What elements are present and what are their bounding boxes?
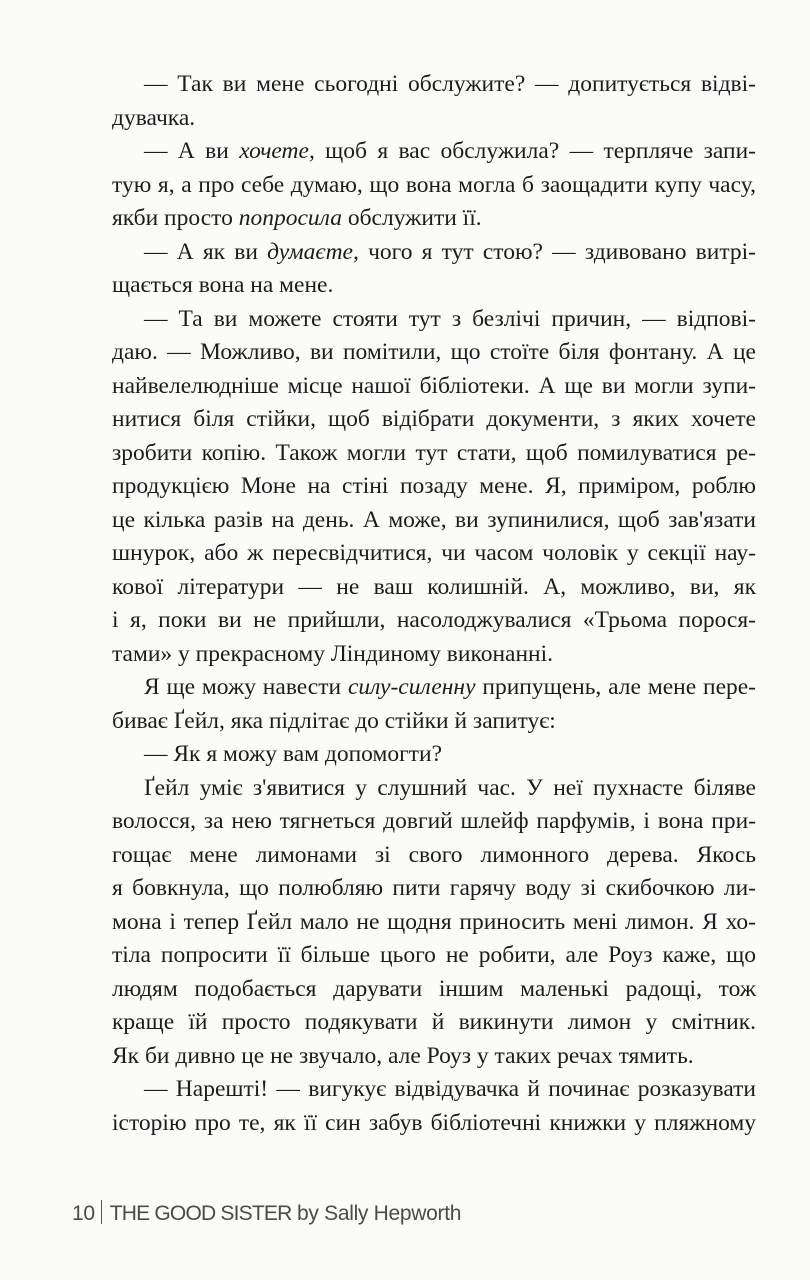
text-line (112, 236, 756, 270)
text-segment: щається вона на мене. (112, 272, 334, 298)
text-line (112, 738, 756, 772)
text-segment: продукцією Моне на стіні позаду мене. Я, приміром, роблю (112, 473, 756, 499)
text-line (112, 638, 756, 672)
text-line (112, 470, 756, 504)
text-segment: — А ви (144, 138, 240, 164)
text-line (112, 403, 756, 437)
text-line (112, 537, 756, 571)
text-line (112, 336, 756, 370)
text-segment: — Нарешті! — вигукує відвідувачка й починає розказувати (144, 1076, 756, 1102)
text-segment: — Та ви можете стояти тут з безлічі причин, — відпові- (144, 305, 756, 332)
text-line (112, 1107, 756, 1141)
text-line (112, 604, 756, 638)
text-line (112, 973, 756, 1007)
text-segment: найвелелюдніше місце нашої бібліотеки. А ще ви могли зупи- (112, 372, 756, 399)
book-title: THE GOOD SISTER (109, 1202, 292, 1225)
text-line (112, 939, 756, 973)
text-segment: нитися біля стійки, щоб відібрати документи, з яких хочете (112, 406, 756, 432)
text-line (112, 370, 756, 404)
text-segment: волосся, за нею тягнеться довгий шлейф парфумів, і вона при- (112, 808, 756, 834)
text-segment: це кілька разів на день. А може, ви зупинилися, щоб зав'язати (112, 506, 756, 533)
text-line (112, 872, 756, 906)
text-segment: — Так ви мене сьогодні обслужите? — допитується відві- (144, 71, 756, 97)
text-line (112, 437, 756, 471)
text-segment: дувачка. (112, 104, 196, 131)
text-line (112, 671, 756, 705)
text-line (112, 135, 756, 169)
text-segment: Ґейл уміє з'явитися у слушний час. У неї пухнасте біляве (144, 774, 756, 801)
text-segment: обслужити її. (341, 205, 482, 231)
text-line (112, 839, 756, 873)
text-line (112, 906, 756, 940)
italic-text: силу-силенну (347, 674, 476, 700)
text-line (112, 1073, 756, 1107)
byline: by Sally Hepworth (297, 1202, 462, 1225)
page-footer (72, 1200, 461, 1226)
text-line (112, 571, 756, 605)
text-line (112, 705, 756, 739)
text-segment: історію про те, як її син забув бібліотечні книжки у пляжному (112, 1109, 756, 1136)
text-segment: тами» у прекрасному Ліндиному виконанні. (112, 640, 554, 667)
text-line (112, 102, 756, 136)
italic-text: попросила (238, 205, 342, 231)
text-line (112, 303, 756, 337)
text-segment: Як би дивно це не звучало, але Роуз у таких речах тямить. (112, 1042, 694, 1069)
text-segment: щоб я вас обслужила? — терпляче запи- (314, 138, 756, 164)
italic-text: думаєте, (267, 238, 359, 265)
page-number: 10 (72, 1202, 95, 1225)
text-line (112, 504, 756, 538)
text-line (112, 1006, 756, 1040)
text-line (112, 202, 756, 236)
text-segment: тую я, а про себе думаю, що вона могла б заощадити купу часу, (112, 171, 756, 198)
text-line (112, 68, 756, 102)
text-segment: зробити копію. Також могли тут стати, щоб помилуватися ре- (112, 439, 756, 466)
text-segment: краще їй просто подякувати й викинути лимон у смітник. (112, 1009, 756, 1035)
text-segment: припущень, але мене пере- (475, 674, 756, 700)
text-segment: я бовкнула, що полюбляю пити гарячу воду зі скибочкою ли- (112, 875, 756, 901)
text-line (112, 772, 756, 806)
footer-divider (101, 1200, 102, 1224)
text-segment: і я, поки ви не прийшли, насолоджувалися «Трьома порося- (112, 607, 756, 633)
text-line (112, 1040, 756, 1074)
text-segment: — А як ви (144, 238, 268, 265)
text-segment: мона і тепер Ґейл мало не щодня приносить мені лимон. Я хо- (112, 908, 756, 935)
italic-text: хочете, (239, 138, 315, 164)
text-segment: шнурок, або ж пересвідчитися, чи часом чоловік у секції нау- (112, 540, 756, 566)
text-segment: тіла попросити її більше цього не робити, але Роуз каже, що (112, 942, 756, 968)
text-segment: людям подобається дарувати іншим маленькі радощі, тож (112, 975, 756, 1002)
text-segment: Я ще можу навести (144, 674, 348, 700)
text-segment: гощає мене лимонами зі свого лимонного дерева. Якось (112, 841, 756, 868)
text-line (112, 169, 756, 203)
body-text (112, 68, 756, 1140)
text-segment: биває Ґейл, яка підлітає до стійки й запитує: (112, 707, 556, 734)
text-segment: даю. — Можливо, ви помітили, що стоїте біля фонтану. А це (112, 339, 756, 365)
text-segment: — Як я можу вам допомогти? (144, 741, 443, 767)
text-segment: чого я тут стою? — здивовано витрі- (358, 238, 756, 265)
text-segment: кової літератури — не ваш колишній. А, можливо, ви, як (112, 573, 756, 600)
text-segment: якби просто (112, 205, 239, 231)
text-line (112, 269, 756, 303)
text-line (112, 805, 756, 839)
